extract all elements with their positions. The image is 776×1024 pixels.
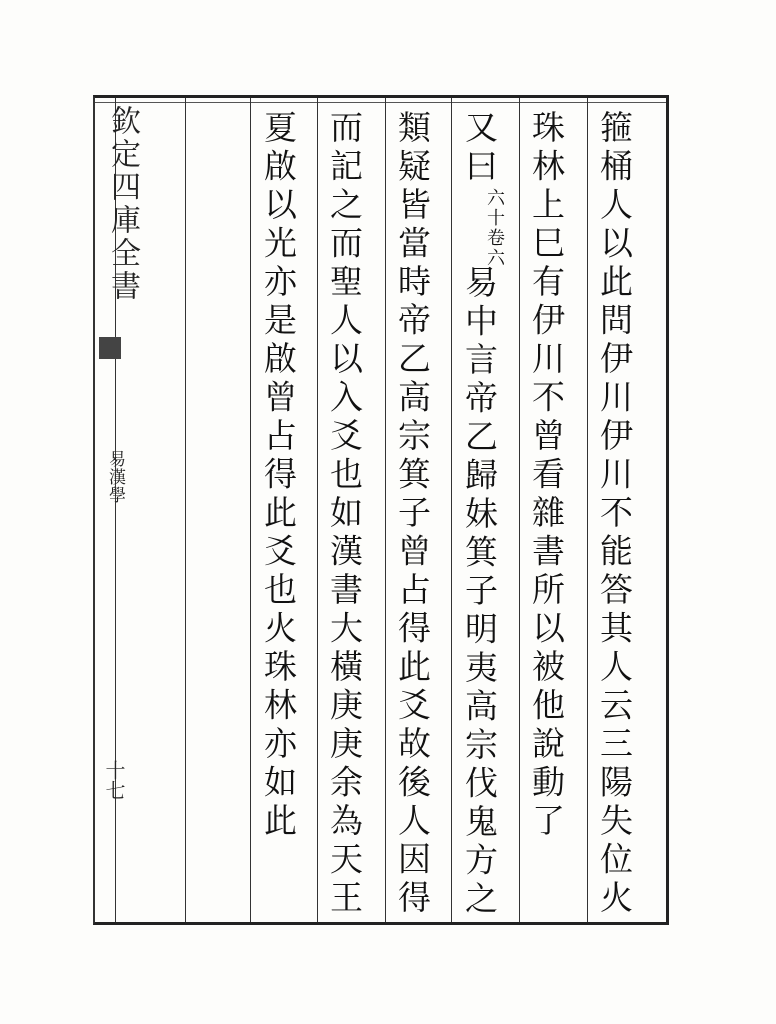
collection-title: 欽定四庫全書 [105, 105, 140, 303]
text-column-4: 類疑皆當時帝乙高宗箕子曾占得此爻故後人因得 [393, 110, 432, 919]
text-column-1: 箍桶人以此問伊川伊川不能答其人云三陽失位火 [595, 110, 634, 919]
page-number: 十七 [102, 760, 126, 800]
column-rule [185, 98, 186, 922]
text-column-5: 而記之而聖人以入爻也如漢書大橫庚庚余為天王 [325, 110, 364, 919]
text-column-3-rest: 易中言帝乙歸妹箕子明夷高宗伐鬼方之 [460, 265, 499, 920]
column-rule [250, 98, 251, 922]
text-column-6: 夏啟以光亦是啟曾占得此爻也火珠林亦如此 [259, 110, 298, 842]
column-rule [317, 98, 318, 922]
text-column-3-start: 又曰 [460, 110, 499, 187]
column-rule [587, 98, 588, 922]
book-title: 易漢學 [105, 450, 125, 504]
column-rule [385, 98, 386, 922]
column-rule [451, 98, 452, 922]
top-double-rule [95, 102, 666, 103]
text-column-2: 珠林上巳有伊川不曾看雜書所以被他說動了 [527, 110, 566, 842]
column-rule [519, 98, 520, 922]
page-border [93, 95, 669, 925]
annotation-note: 六十卷六 [484, 188, 505, 268]
seal-mark [99, 337, 121, 359]
